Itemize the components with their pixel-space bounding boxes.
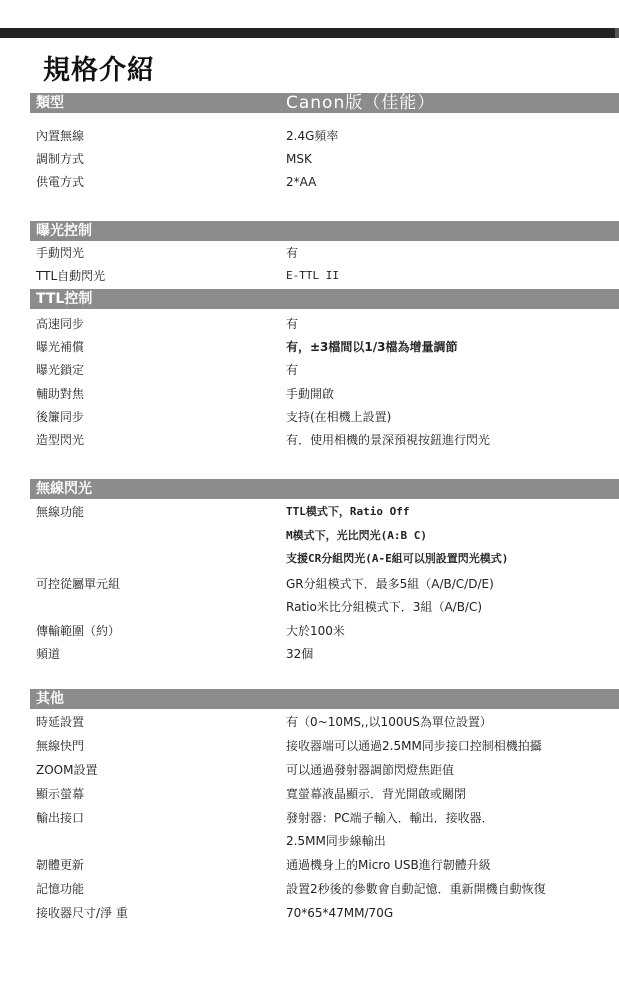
spec-row	[30, 903, 619, 923]
spec-key: 傳輸範圍（約）	[36, 624, 121, 638]
spec-row	[30, 644, 619, 664]
spec-value: 手動開啟	[286, 387, 335, 401]
spec-row	[30, 784, 619, 804]
spec-value: 有（0~10MS,,以100US為單位設置）	[286, 715, 492, 729]
brand-version: Canon版（佳能）	[286, 93, 436, 113]
spec-value: 有	[286, 363, 299, 377]
spec-key: 無線功能	[36, 505, 85, 519]
spec-value: 2.4G頻率	[286, 129, 339, 143]
spec-value: 寬螢幕液晶顯示．背光開啟或關閉	[286, 787, 467, 801]
spec-value: TTL模式下，Ratio Off	[286, 505, 410, 518]
spec-key: 記憶功能	[36, 882, 85, 896]
spec-row	[30, 831, 619, 851]
spec-key: 可控從屬單元組	[36, 577, 121, 591]
spec-key: 高速同步	[36, 317, 85, 331]
spec-key: 造型閃光	[36, 433, 85, 447]
section-label: 曝光控制	[36, 223, 92, 239]
spec-value: 32個	[286, 647, 314, 661]
spec-row	[30, 407, 619, 427]
spec-value: GR分組模式下．最多5組（A/B/C/D/E)	[286, 577, 494, 591]
spec-key: 曝光鎖定	[36, 363, 85, 377]
spec-key: 韌體更新	[36, 858, 85, 872]
spec-row	[30, 855, 619, 875]
spec-value: 設置2秒後的參數會自動記憶．重新開機自動恢復	[286, 882, 546, 896]
spec-key: 內置無線	[36, 129, 85, 143]
spec-value: M模式下，光比閃光(A:B C)	[286, 529, 427, 542]
spec-value: 支持(在相機上設置)	[286, 410, 392, 424]
spec-key: 輸出接口	[36, 811, 85, 825]
spec-key: 手動閃光	[36, 246, 85, 260]
spec-value: 有	[286, 317, 299, 331]
spec-value: 2.5MM同步線輸出	[286, 834, 386, 848]
spec-row	[30, 243, 619, 263]
spec-key: 接收器尺寸/淨 重	[36, 906, 128, 920]
spec-value: 有．使用相機的景深預視按鈕進行閃光	[286, 433, 491, 447]
spec-row	[30, 126, 619, 146]
spec-value: 接收器端可以通過2.5MM同步接口控制相機拍攝	[286, 739, 542, 753]
spec-row	[30, 502, 619, 522]
top-bar	[0, 28, 619, 38]
spec-key: 無線快門	[36, 739, 85, 753]
spec-value: 2*AA	[286, 175, 317, 189]
spec-value: 大於100米	[286, 624, 345, 638]
top-bar-cap	[615, 28, 619, 38]
spec-value: 可以通過發射器調節閃燈焦距值	[286, 763, 455, 777]
section-header-type	[30, 93, 619, 113]
spec-value: Ratio米比分組模式下．3組（A/B/C)	[286, 600, 483, 614]
spec-key: TTL自動閃光	[36, 269, 106, 283]
spec-row	[30, 760, 619, 780]
section-label: 類型	[36, 95, 64, 111]
spec-value: 支援CR分組閃光(A-E組可以別設置閃光模式)	[286, 552, 509, 565]
spec-key: 輔助對焦	[36, 387, 85, 401]
section-label: 其他	[36, 691, 64, 707]
spec-key: 調制方式	[36, 152, 85, 166]
spec-value: 發射器：PC端子輸入．輸出．接收器．	[286, 811, 494, 825]
spec-value: MSK	[286, 152, 312, 166]
spec-value: 有，±3檔間以1/3檔為增量調節	[286, 340, 458, 354]
section-header-wireless	[30, 479, 619, 499]
spec-value: E-TTL II	[286, 269, 339, 282]
spec-row	[30, 736, 619, 756]
spec-key: 供電方式	[36, 175, 85, 189]
page-title: 規格介紹	[43, 55, 155, 86]
spec-row	[30, 879, 619, 899]
spec-value: 通過機身上的Micro USB進行韌體升級	[286, 858, 491, 872]
spec-key: 時延設置	[36, 715, 85, 729]
spec-value: 有	[286, 246, 299, 260]
spec-row	[30, 360, 619, 380]
spec-value: 70*65*47MM/70G	[286, 906, 394, 920]
spec-row	[30, 574, 619, 594]
spec-row	[30, 314, 619, 334]
spec-row	[30, 149, 619, 169]
section-label: TTL控制	[36, 291, 93, 307]
spec-key: 後簾同步	[36, 410, 85, 424]
section-header-ttl	[30, 289, 619, 309]
spec-row	[30, 549, 619, 569]
spec-row	[30, 337, 619, 357]
spec-row	[30, 384, 619, 404]
spec-key: 顯示螢幕	[36, 787, 85, 801]
spec-row	[30, 712, 619, 732]
spec-key: 曝光補償	[36, 340, 85, 354]
spec-key: 頻道	[36, 647, 61, 661]
section-header-exposure	[30, 221, 619, 241]
spec-row	[30, 172, 619, 192]
spec-row	[30, 808, 619, 828]
section-header-other	[30, 689, 619, 709]
spec-row	[30, 266, 619, 286]
section-label: 無線閃光	[36, 481, 92, 497]
spec-row	[30, 621, 619, 641]
spec-row	[30, 430, 619, 450]
spec-row	[30, 597, 619, 617]
spec-key: ZOOM設置	[36, 763, 98, 777]
spec-row	[30, 526, 619, 546]
